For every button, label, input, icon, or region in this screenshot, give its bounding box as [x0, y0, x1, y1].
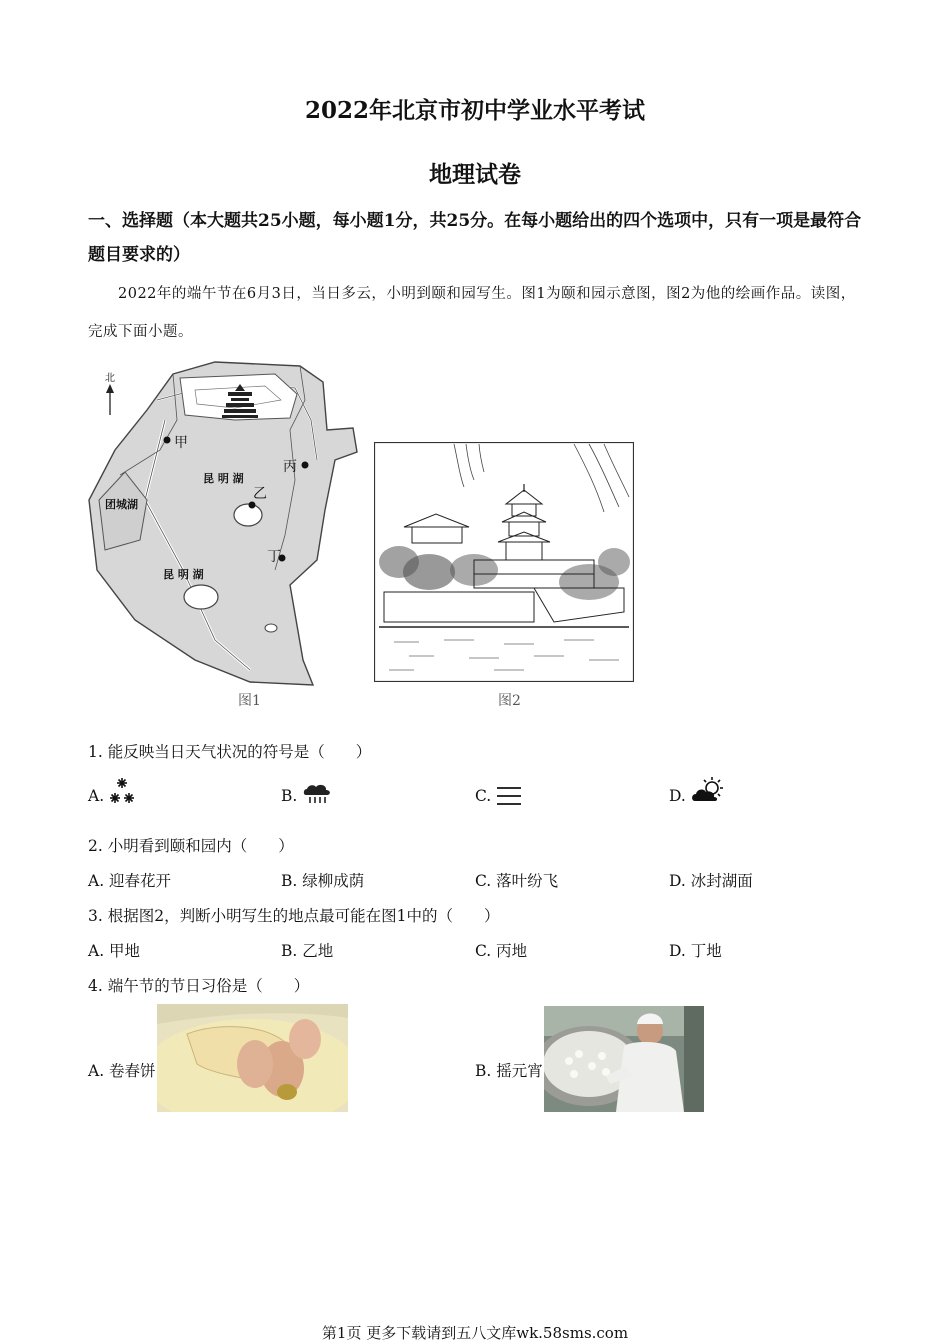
q1-option-c[interactable] [475, 787, 491, 805]
q3-option-a[interactable]: A. 甲地 [88, 942, 141, 960]
q1-option-a-letter: A. [88, 787, 105, 805]
page-subtitle: 地理试卷 [429, 161, 521, 188]
partly-cloudy-icon [690, 776, 726, 806]
north-label: 北 [105, 373, 115, 384]
label-yi: 乙 [253, 486, 267, 502]
page-footer: 第1页 更多下载请到五八文库wk.58sms.com [321, 1324, 629, 1342]
q2-option-d[interactable]: D. 冰封湖面 [669, 872, 753, 890]
label-jia: 甲 [174, 435, 188, 451]
rolling-pancake-photo [157, 1004, 348, 1112]
question-1-stem: 1. 能反映当日天气状况的符号是（ ） [88, 743, 372, 761]
figure-2-caption: 图2 [498, 693, 521, 709]
q1-option-c-letter: C. [475, 787, 492, 805]
q3-option-c[interactable]: C. 丙地 [475, 942, 528, 960]
q2-option-b[interactable]: B. 绿柳成荫 [281, 872, 365, 890]
label-tuancheng-lake: 团城湖 [105, 498, 138, 511]
making-yuanxiao-photo [544, 1006, 704, 1112]
question-3-stem: 3. 根据图2，判断小明写生的地点最可能在图1中的（ ） [88, 907, 500, 925]
q2-option-c[interactable]: C. 落叶纷飞 [475, 872, 559, 890]
fog-icon [496, 785, 522, 807]
question-2-stem: 2. 小明看到颐和园内（ ） [88, 837, 294, 855]
q3-option-d[interactable]: D. 丁地 [669, 942, 722, 960]
figure-2-drawing [374, 442, 634, 682]
q4-option-b[interactable]: B. 摇元宵 [475, 1062, 543, 1080]
intro-paragraph: 2022年的端午节在6月3日，当日多云，小明到颐和园写生。图1为颐和园示意图，图2为他的绘画作品。读图，完成下面小题。 [88, 286, 856, 340]
q2-option-a[interactable]: A. 迎春花开 [88, 872, 172, 890]
rain-cloud-icon [302, 783, 332, 805]
figure-1-map [85, 360, 365, 690]
q3-option-b[interactable]: B. 乙地 [281, 942, 334, 960]
figure-1-caption: 图1 [238, 693, 261, 709]
q1-option-d-letter: D. [669, 787, 686, 805]
q1-option-d[interactable] [669, 787, 686, 805]
label-kunming-lake-north: 昆 明 湖 [203, 472, 244, 485]
label-kunming-lake-south: 昆 明 湖 [163, 568, 204, 581]
q1-option-b[interactable] [281, 787, 297, 805]
q4-option-a[interactable]: A. 卷春饼 [88, 1062, 156, 1080]
q1-option-a[interactable] [88, 787, 104, 805]
q1-option-b-letter: B. [281, 787, 298, 805]
label-bing: 丙 [283, 459, 297, 475]
question-4-stem: 4. 端午节的节日习俗是（ ） [88, 977, 310, 995]
section-heading: 一、选择题（本大题共25小题，每小题1分，共25分。在每小题给出的四个选项中，只有一项是最符合题目要求的） [88, 211, 862, 265]
page-title: 2022年北京市初中学业水平考试 [304, 97, 645, 124]
label-ding: 丁 [267, 549, 281, 565]
snow-icon [108, 776, 136, 806]
